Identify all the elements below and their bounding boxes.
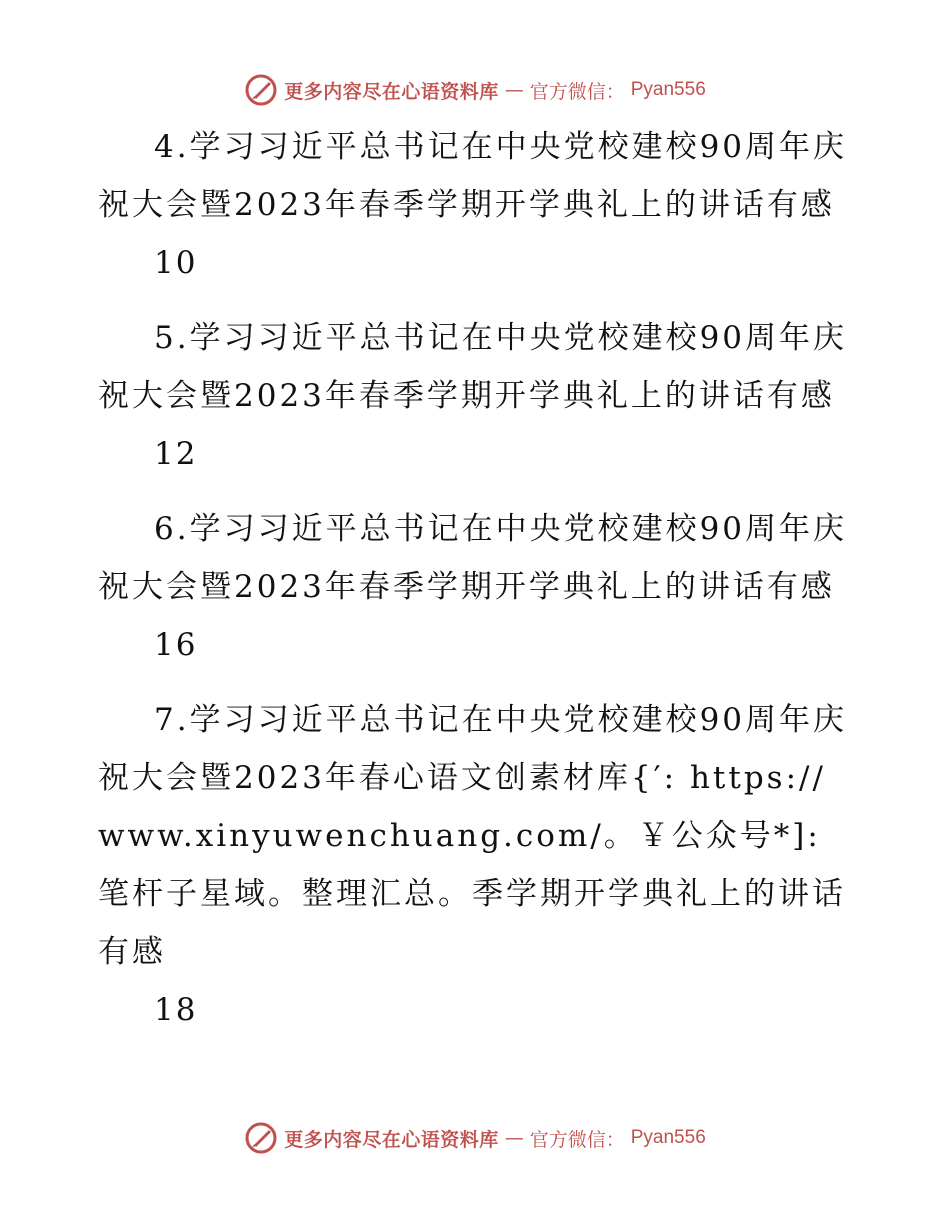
banner-handle: Pyan556 [630, 1127, 706, 1148]
quill-seal-icon [244, 1121, 278, 1155]
toc-entry-6: 6.学习习近平总书记在中央党校建校90周年庆祝大会暨2023年春季学期开学典礼上的讲话有感 [98, 511, 848, 605]
banner-dash: — [504, 1127, 524, 1149]
table-of-contents [0, 118, 950, 1056]
banner-sub-text: 官方微信： [529, 1128, 625, 1151]
toc-page-number-7: 18 [154, 992, 198, 1028]
toc-page-number-5: 12 [154, 436, 198, 472]
banner-sub-text: 官方微信： [529, 80, 625, 103]
banner-main-text: 更多内容尽在心语资料库 [284, 80, 499, 103]
header-watermark-banner [0, 70, 950, 110]
banner-handle: Pyan556 [630, 79, 706, 100]
quill-seal-icon [244, 73, 278, 107]
toc-page-number-6: 16 [154, 627, 198, 663]
banner-main-text: 更多内容尽在心语资料库 [284, 1128, 499, 1151]
banner-dash: — [504, 79, 524, 101]
footer-watermark-banner [0, 1118, 950, 1158]
toc-entry-7: 7.学习习近平总书记在中央党校建校90周年庆祝大会暨2023年春心语文创素材库{′: https://www.xinyuwenchuang.com/。￥公众号*]: 笔杆子星域。整理汇总。季学期开学典礼上的讲话有感 [98, 702, 848, 970]
toc-page-number-4: 10 [154, 245, 198, 281]
toc-entry-4: 4.学习习近平总书记在中央党校建校90周年庆祝大会暨2023年春季学期开学典礼上的讲话有感 [98, 129, 848, 223]
toc-entry-5: 5.学习习近平总书记在中央党校建校90周年庆祝大会暨2023年春季学期开学典礼上的讲话有感 [98, 320, 848, 414]
